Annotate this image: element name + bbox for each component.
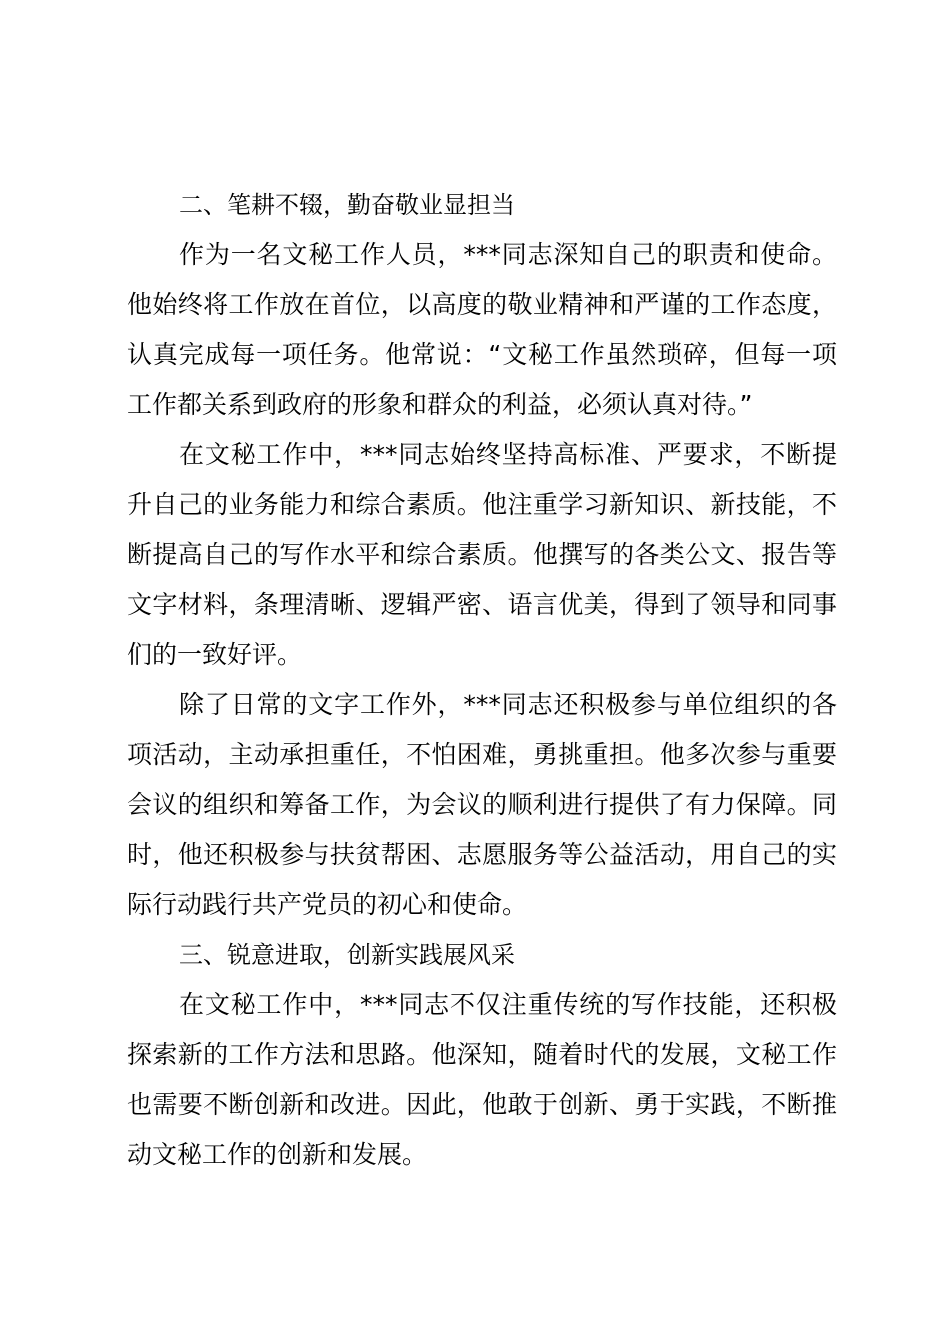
section-heading-2: 二、笔耕不辍，勤奋敬业显担当 — [179, 191, 515, 219]
paragraph: 作为一名文秘工作人员，***同志深知自己的职责和使命。他始终将工作放在首位，以高度的敬业精神和严谨的工作态度，认真完成每一项任务。他常说：“文秘工作虽然琐碎，但每一项工作都关系到政府的形象和群众的利益，必须认真对待。” — [127, 240, 837, 419]
paragraph: 除了日常的文字工作外，***同志还积极参与单位组织的各项活动，主动承担重任，不怕困难，勇挑重担。他多次参与重要会议的组织和筹备工作，为会议的顺利进行提供了有力保障。同时，他还积极参与扶贫帮困、志愿服务等公益活动，用自己的实际行动践行共产党员的初心和使命。 — [127, 690, 837, 919]
document-body — [127, 180, 837, 1180]
paragraph: 在文秘工作中，***同志不仅注重传统的写作技能，还积极探索新的工作方法和思路。他深知，随着时代的发展，文秘工作也需要不断创新和改进。因此，他敢于创新、勇于实践，不断推动文秘工作的创新和发展。 — [127, 990, 837, 1169]
section-heading-3: 三、锐意进取，创新实践展风采 — [179, 941, 515, 969]
paragraph: 在文秘工作中，***同志始终坚持高标准、严要求，不断提升自己的业务能力和综合素质。他注重学习新知识、新技能，不断提高自己的写作水平和综合素质。他撰写的各类公文、报告等文字材料，条理清晰、逻辑严密、语言优美，得到了领导和同事们的一致好评。 — [127, 440, 837, 669]
